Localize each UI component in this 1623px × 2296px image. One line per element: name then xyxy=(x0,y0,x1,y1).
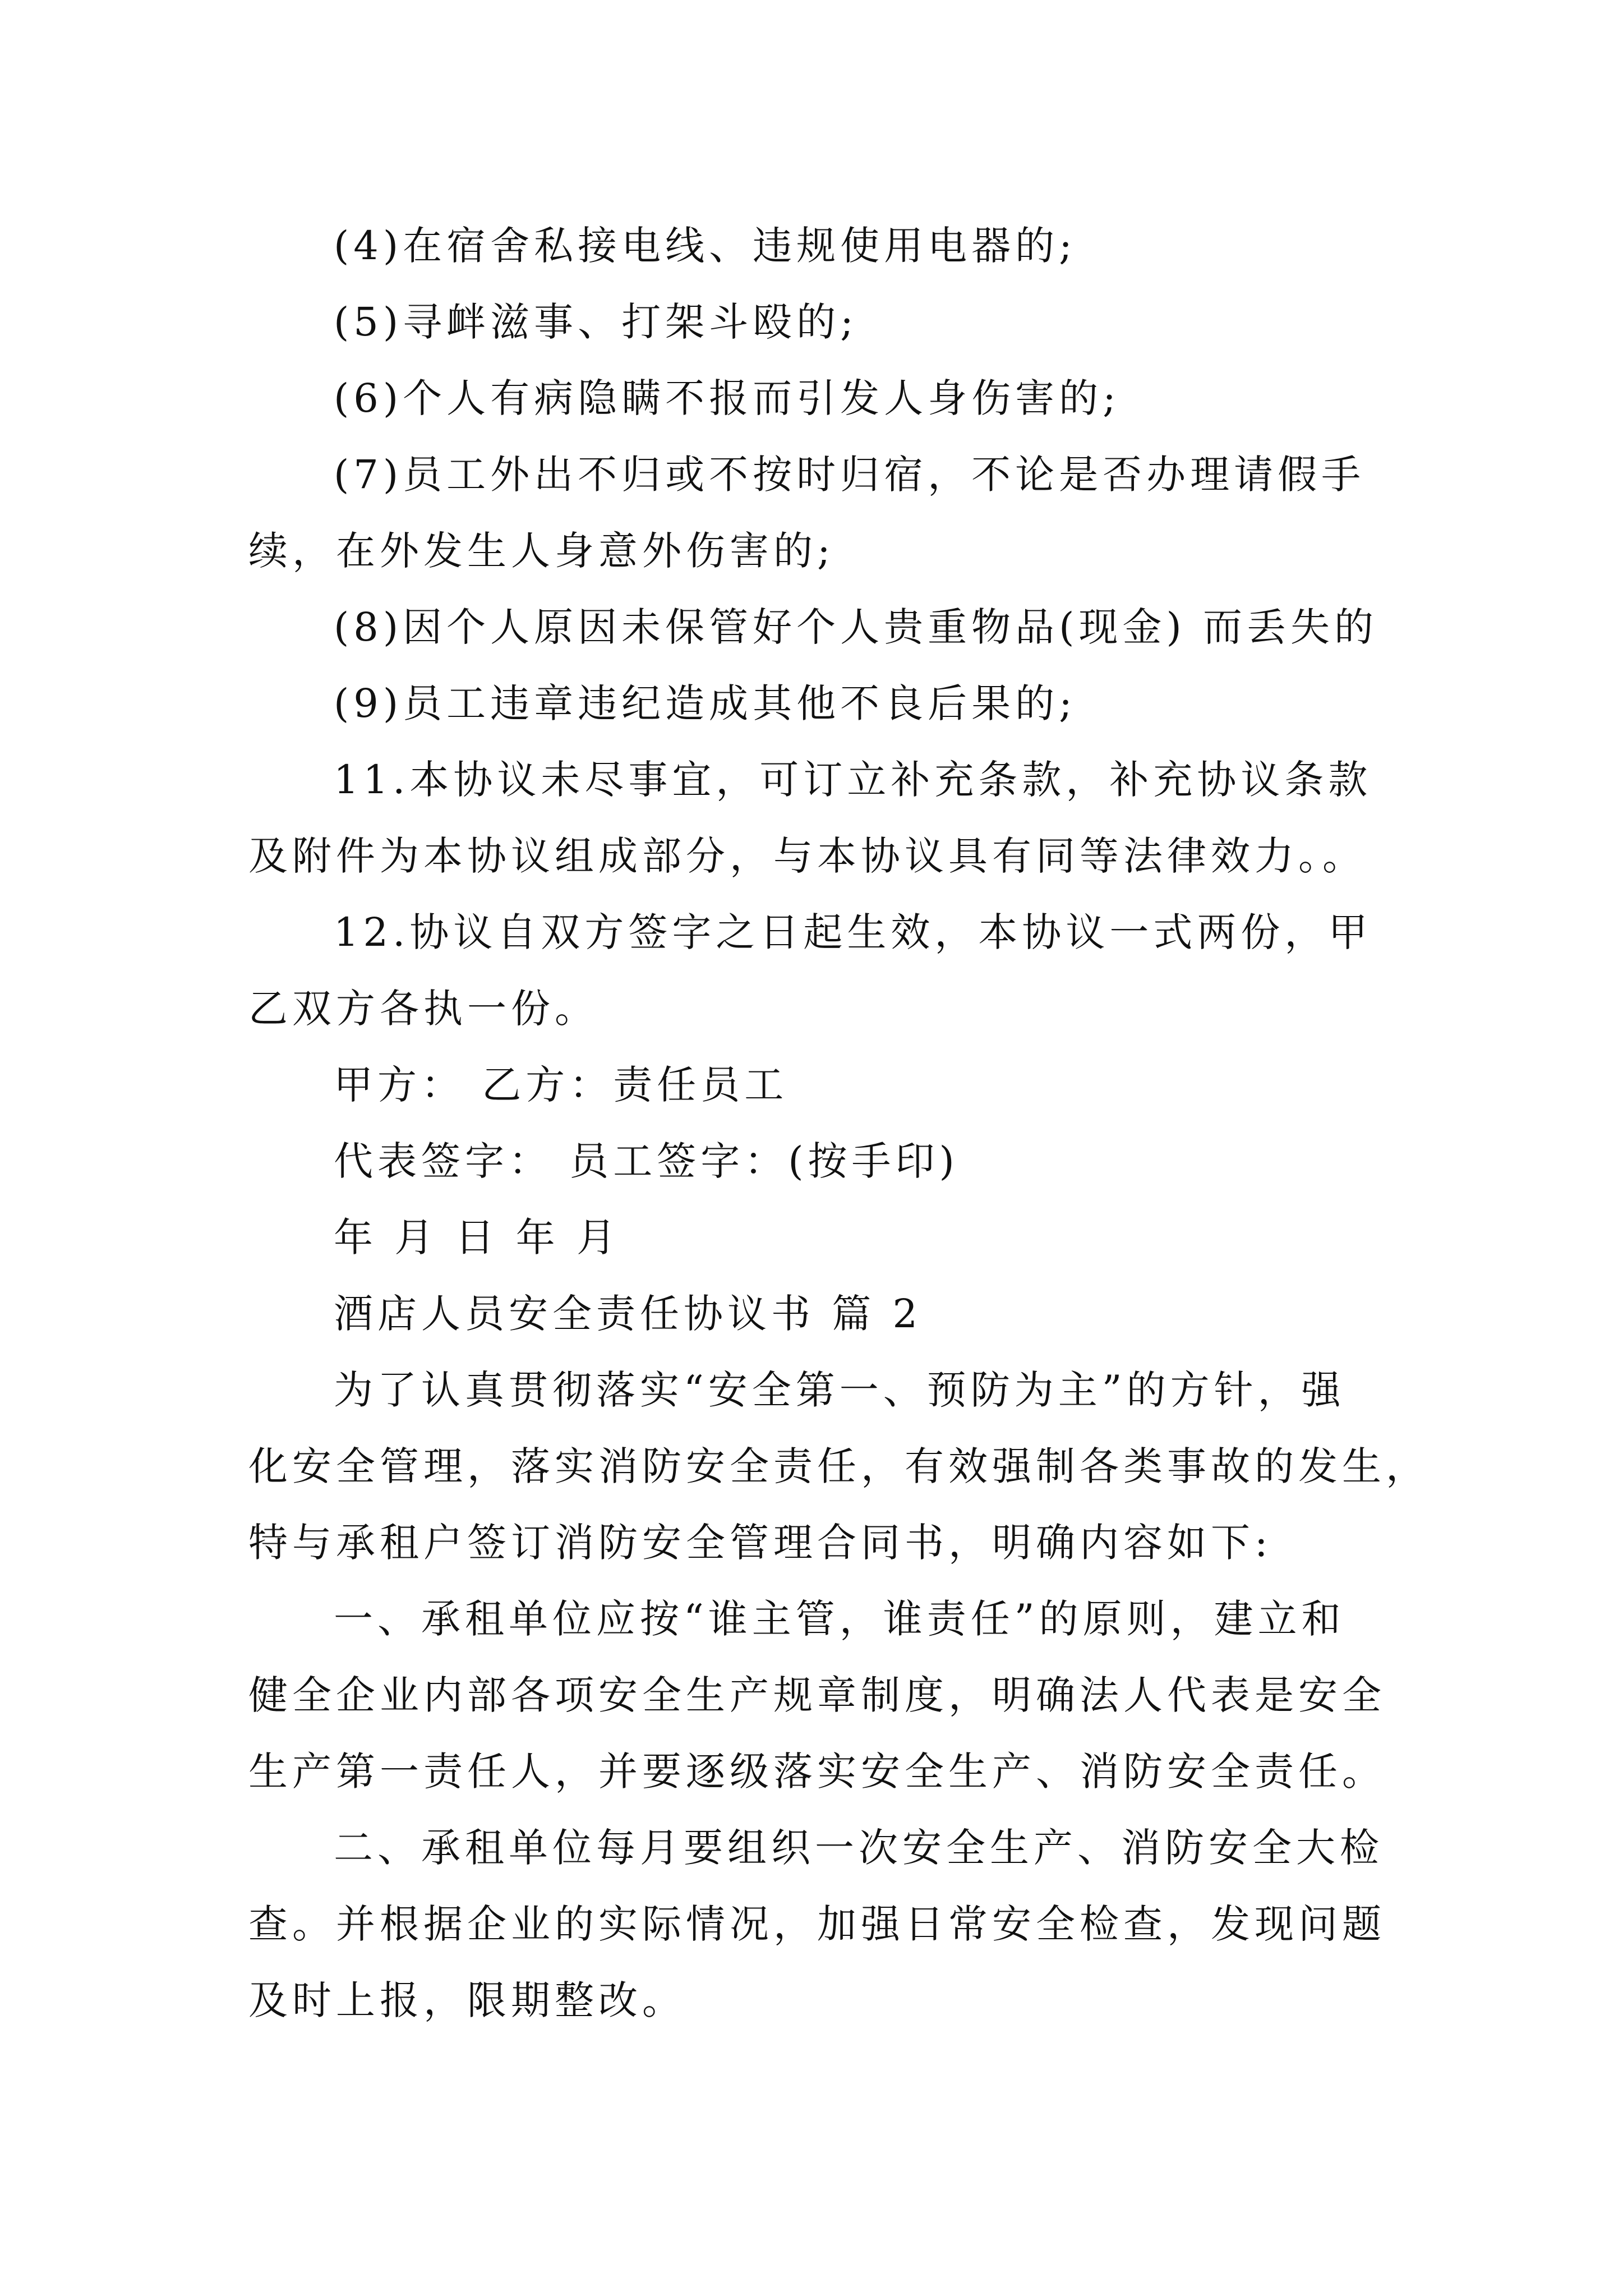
item-2-line-1: 二、承租单位每月要组织一次安全生产、消防安全大检 xyxy=(334,1825,1384,1871)
clause-5: (5)寻衅滋事、打架斗殴的; xyxy=(334,299,858,345)
intro-paragraph-line-3: 特与承租户签订消防安全管理合同书，明确内容如下: xyxy=(248,1520,1272,1566)
signature-fields: 代表签字： 员工签字：(按手印) xyxy=(334,1138,959,1184)
clause-9: (9)员工违章违纪造成其他不良后果的; xyxy=(334,680,1077,726)
signature-date: 年 月 日 年 月 xyxy=(334,1214,621,1260)
item-2-line-2: 查。并根据企业的实际情况，加强日常安全检查，发现问题 xyxy=(248,1901,1386,1947)
clause-8: (8)因个人原因未保管好个人贵重物品(现金) 而丢失的 xyxy=(334,604,1378,650)
item-2-line-3: 及时上报，限期整改。 xyxy=(248,1977,686,2023)
article-12: 12.协议自双方签字之日起生效，本协议一式两份，甲 xyxy=(334,909,1372,955)
item-1-line-2: 健全企业内部各项安全生产规章制度，明确法人代表是安全 xyxy=(248,1672,1386,1718)
article-11-continued: 及附件为本协议组成部分，与本协议具有同等法律效力。。 xyxy=(248,833,1366,879)
item-1-line-1: 一、承租单位应按“谁主管，谁责任”的原则，建立和 xyxy=(334,1596,1345,1642)
intro-paragraph-line-2: 化安全管理，落实消防安全责任，有效强制各类事故的发生， xyxy=(248,1443,1430,1489)
item-1-line-3: 生产第一责任人，并要逐级落实安全生产、消防安全责任。 xyxy=(248,1749,1386,1795)
clause-4: (4)在宿舍私接电线、违规使用电器的; xyxy=(334,223,1077,269)
signature-parties: 甲方： 乙方：责任员工 xyxy=(334,1062,789,1108)
article-12-continued: 乙双方各执一份。 xyxy=(248,986,598,1032)
clause-7-continued: 续，在外发生人身意外伤害的; xyxy=(248,528,835,574)
section-title: 酒店人员安全责任协议书 篇 2 xyxy=(334,1291,923,1337)
article-11: 11.本协议未尽事宜，可订立补充条款，补充协议条款 xyxy=(334,757,1372,803)
intro-paragraph-line-1: 为了认真贯彻落实“安全第一、预防为主”的方针，强 xyxy=(334,1367,1345,1413)
clause-6: (6)个人有病隐瞒不报而引发人身伤害的; xyxy=(334,375,1121,421)
document-body xyxy=(248,208,1430,2039)
clause-7: (7)员工外出不归或不按时归宿，不论是否办理请假手 xyxy=(334,452,1366,498)
